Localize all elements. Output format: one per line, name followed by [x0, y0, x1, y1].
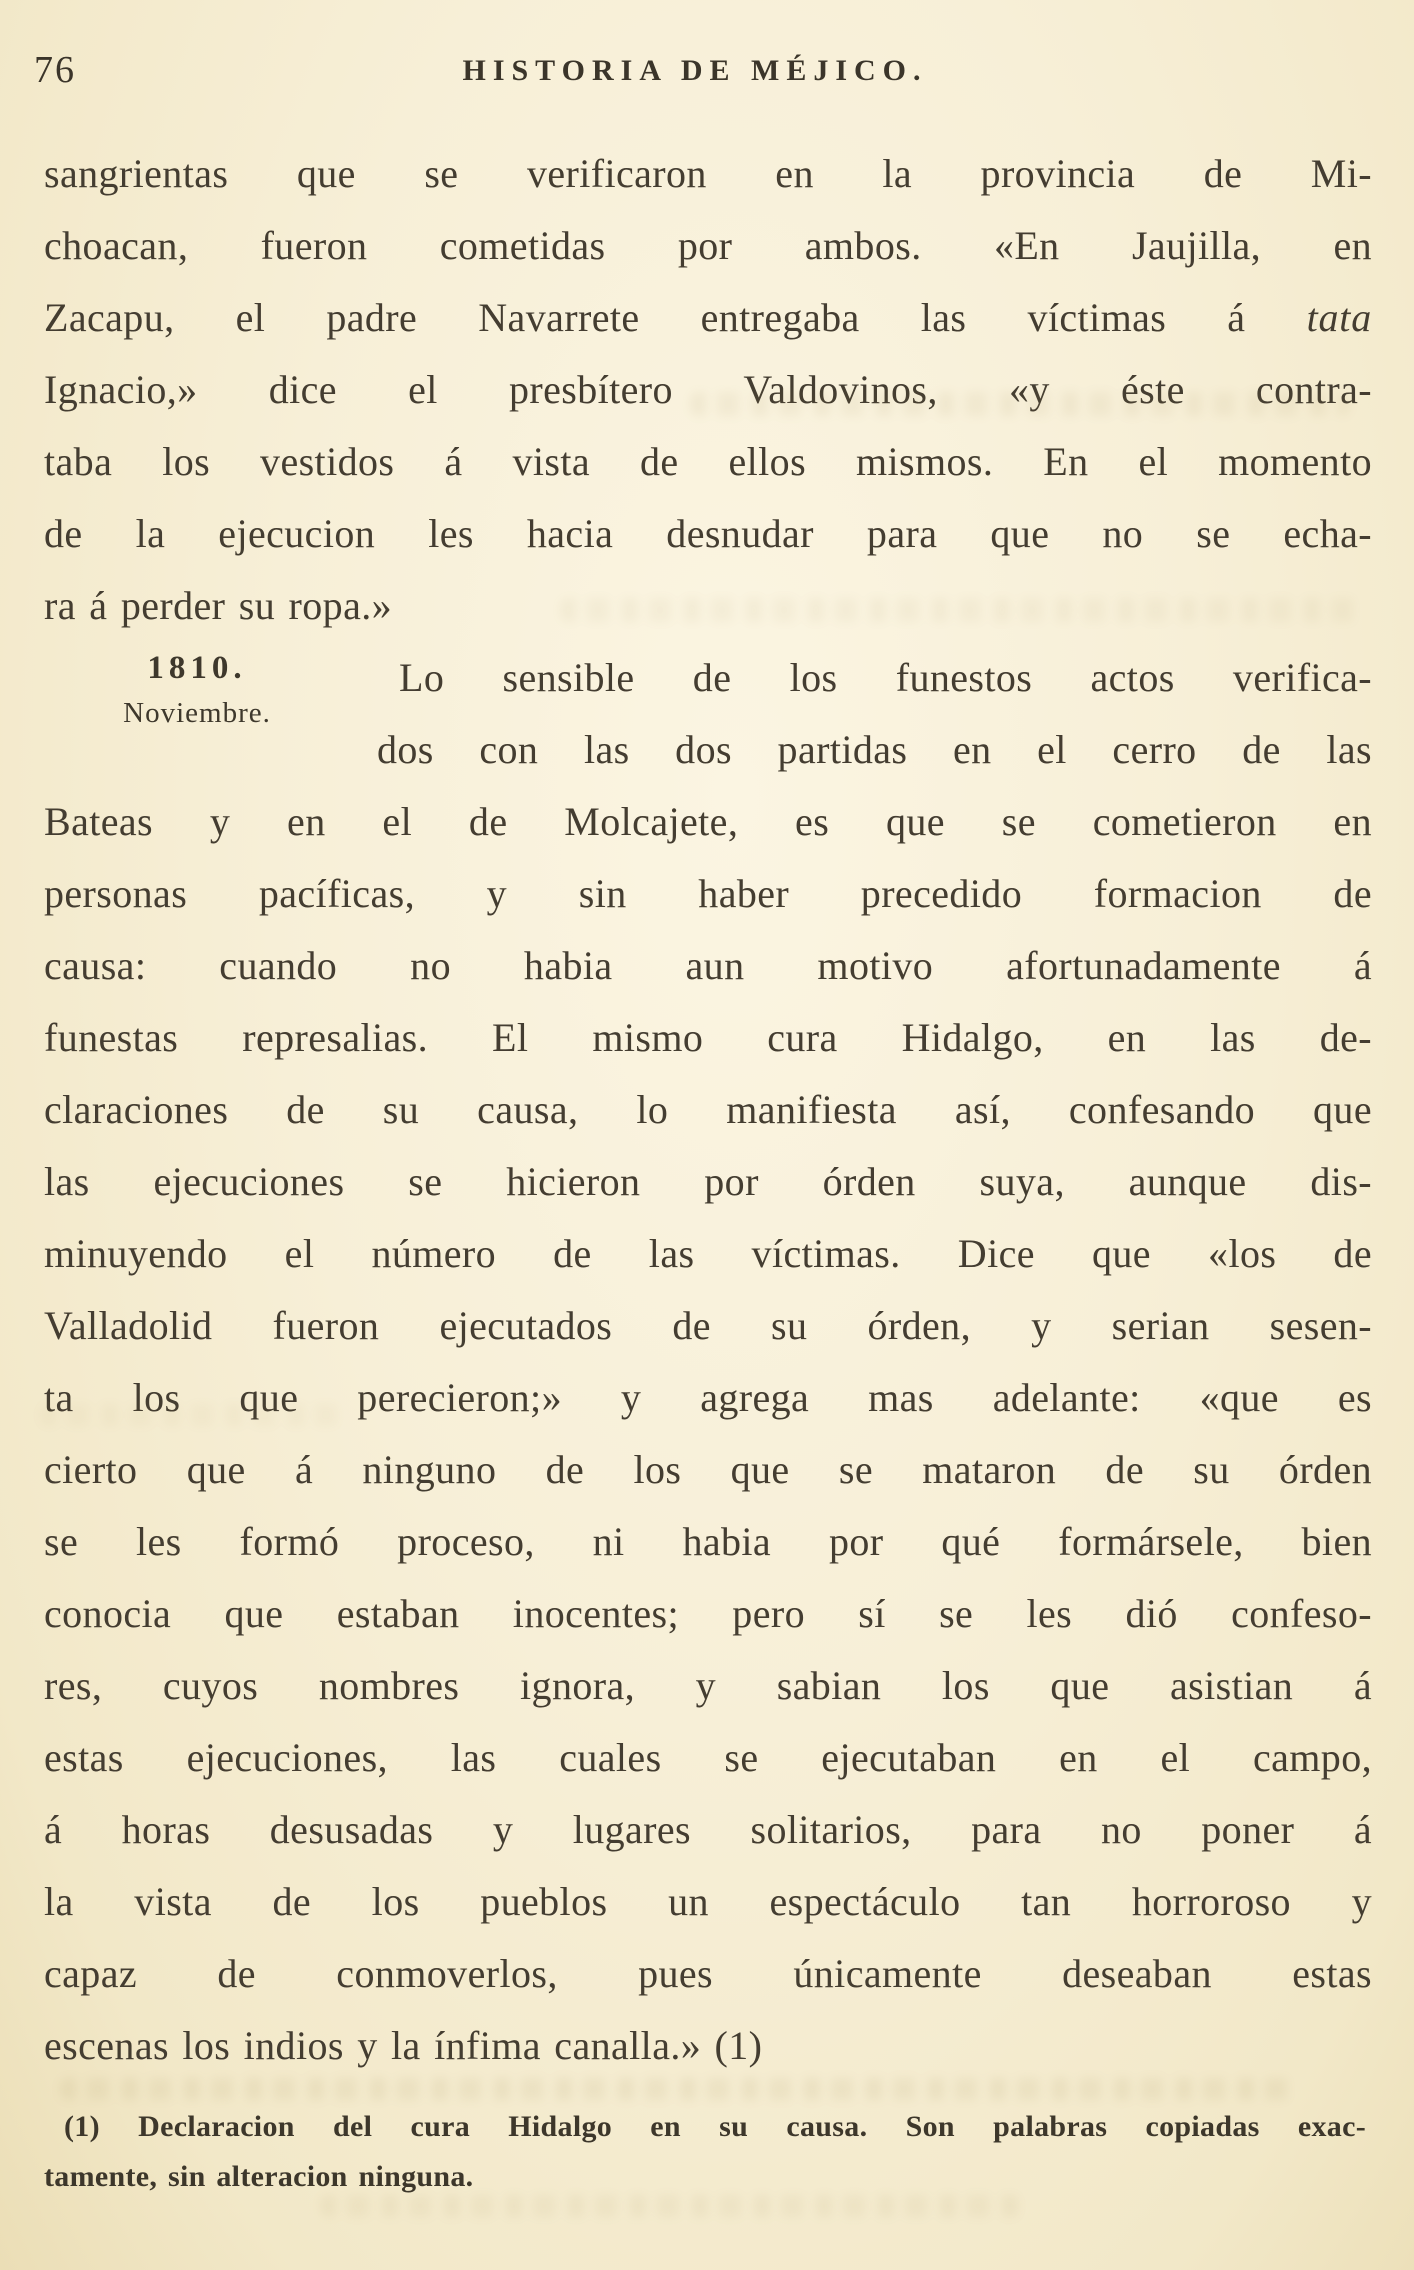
- text-line: Ignacio,» dice el presbítero Valdovinos, «y éste contra-: [44, 367, 1372, 412]
- text-line: Valladolid fueron ejecutados de su órden, y serian sesen-: [44, 1303, 1372, 1348]
- text-line: Bateas y en el de Molcajete, es que se cometieron en: [44, 799, 1372, 844]
- footnote: [44, 2102, 1366, 2202]
- text-line: claraciones de su causa, lo manifiesta así, confesando que: [44, 1087, 1372, 1132]
- text-line: sangrientas que se verificaron en la provincia de Mi-: [44, 151, 1372, 196]
- margin-month: Noviembre.: [123, 697, 271, 729]
- text-line: personas pacíficas, y sin haber precedido formacion de: [44, 871, 1372, 916]
- bleed-through-ghost: [40, 1404, 340, 1426]
- paragraph-2: [44, 786, 1372, 2082]
- bleed-through-ghost: [60, 2078, 1300, 2100]
- text-line: causa: cuando no habia aun motivo afortunadamente á: [44, 943, 1372, 988]
- text-line: estas ejecuciones, las cuales se ejecutaban en el campo,: [44, 1735, 1372, 1780]
- running-title: HISTORIA DE MÉJICO.: [462, 54, 928, 87]
- bleed-through-ghost: [320, 2195, 1020, 2217]
- text-line: escenas los indios y la ínfima canalla.» (1): [44, 2023, 763, 2068]
- text-line: á horas desusadas y lugares solitarios, para no poner á: [44, 1807, 1372, 1852]
- text-line: tamente, sin alteracion ninguna.: [44, 2160, 474, 2193]
- text-line: capaz de conmoverlos, pues únicamente deseaban estas: [44, 1951, 1372, 1996]
- page-number: 76: [34, 49, 76, 91]
- text-line: res, cuyos nombres ignora, y sabian los que asistian á: [44, 1663, 1372, 1708]
- text-line: las ejecuciones se hicieron por órden suya, aunque dis-: [44, 1159, 1372, 1204]
- margin-date-note: [72, 650, 322, 730]
- text-line: ta los que perecieron;» y agrega mas adelante: «que es: [44, 1375, 1372, 1420]
- text-line: choacan, fueron cometidas por ambos. «En Jaujilla, en: [44, 223, 1372, 268]
- text-line: minuyendo el número de las víctimas. Dice que «los de: [44, 1231, 1372, 1276]
- paragraph-1: [44, 138, 1372, 642]
- margin-year: 1810.: [147, 650, 247, 686]
- text-line: taba los vestidos á vista de ellos mismos. En el momento: [44, 439, 1372, 484]
- text-line: (1) Declaracion del cura Hidalgo en su causa. Son palabras copiadas exac-: [64, 2110, 1366, 2143]
- text-line: Lo sensible de los funestos actos verifica-: [399, 655, 1372, 700]
- bleed-through-ghost: [690, 392, 1350, 416]
- text-line: conocia que estaban inocentes; pero sí se les dió confeso-: [44, 1591, 1372, 1636]
- text-line: dos con las dos partidas en el cerro de las: [377, 727, 1372, 772]
- text-line: cierto que á ninguno de los que se mataron de su órden: [44, 1447, 1372, 1492]
- text-line: Zacapu, el padre Navarrete entregaba las víctimas á tata: [44, 295, 1372, 340]
- text-line: funestas represalias. El mismo cura Hidalgo, en las de-: [44, 1015, 1372, 1060]
- text-line: ra á perder su ropa.»: [44, 583, 393, 628]
- text-line: de la ejecucion les hacia desnudar para que no se echa-: [44, 511, 1372, 556]
- bleed-through-ghost: [560, 598, 1360, 622]
- text-line: la vista de los pueblos un espectáculo tan horroroso y: [44, 1879, 1372, 1924]
- text-line: se les formó proceso, ni habia por qué formársele, bien: [44, 1519, 1372, 1564]
- paragraph-2-intro: [377, 642, 1372, 786]
